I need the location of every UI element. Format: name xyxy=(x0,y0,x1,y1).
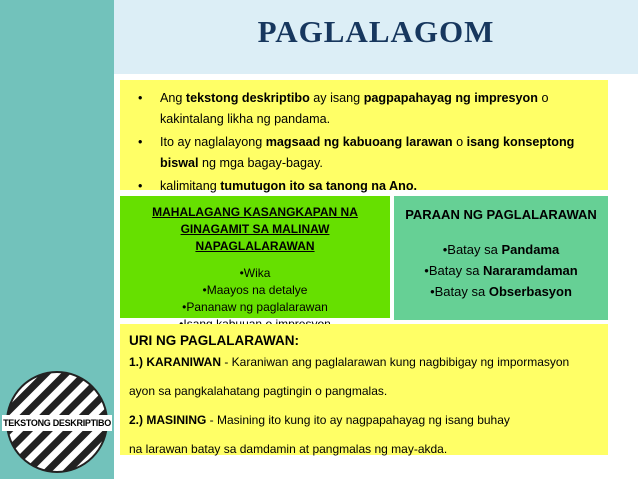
summary-list xyxy=(132,88,600,197)
tools-item: •Maayos na detalye xyxy=(202,283,308,297)
tools-item: •Wika xyxy=(239,266,271,280)
logo-label: TEKSTONG DESKRIPTIBO xyxy=(2,415,112,431)
type2-line2: na larawan batay sa damdamin at pangmalas ng may-akda. xyxy=(129,442,448,456)
slide-title: PAGLALAGOM xyxy=(257,14,495,49)
summary-item: • Ito ay naglalayong magsaad ng kabuoang larawan o isang konseptong biswal ng mga bagay-bagay. xyxy=(132,132,600,174)
methods-item: •Batay sa Pandama xyxy=(442,242,560,257)
tools-heading: MAHALAGANG KASANGKAPAN NA GINAGAMIT SA MALINAW NAPAGLALARAWAN xyxy=(152,205,358,253)
type2-line: 2.) MASINING - Masining ito kung ito ay nagpapahayag ng isang buhay xyxy=(129,413,510,427)
summary-item: • Ang tekstong deskriptibo ay isang pagpapahayag ng impresyon o kakintalang likha ng pandama. xyxy=(132,88,600,130)
methods-list xyxy=(400,239,602,302)
summary-item: • kalimitang tumutugon ito sa tanong na Ano. xyxy=(132,176,600,197)
methods-heading: PARAAN NG PAGLALARAWAN xyxy=(405,207,597,222)
tools-item: •Pananaw ng paglalarawan xyxy=(182,300,328,314)
tools-box xyxy=(120,196,390,318)
type1-line2: ayon sa pangkalahatang pagtingin o pangmalas. xyxy=(129,384,388,398)
methods-box xyxy=(394,196,608,320)
tools-list xyxy=(126,265,384,333)
methods-item: •Batay sa Nararamdaman xyxy=(424,263,578,278)
methods-item: •Batay sa Obserbasyon xyxy=(430,284,572,299)
types-box xyxy=(120,324,608,455)
type2-label: 2.) MASINING xyxy=(129,413,207,427)
summary-box xyxy=(120,80,608,193)
types-heading: URI NG PAGLALARAWAN: xyxy=(129,333,299,348)
type1-label: 1.) KARANIWAN xyxy=(129,355,221,369)
type1-line: 1.) KARANIWAN - Karaniwan ang paglalarawan kung nagbibigay ng impormasyon xyxy=(129,355,570,369)
